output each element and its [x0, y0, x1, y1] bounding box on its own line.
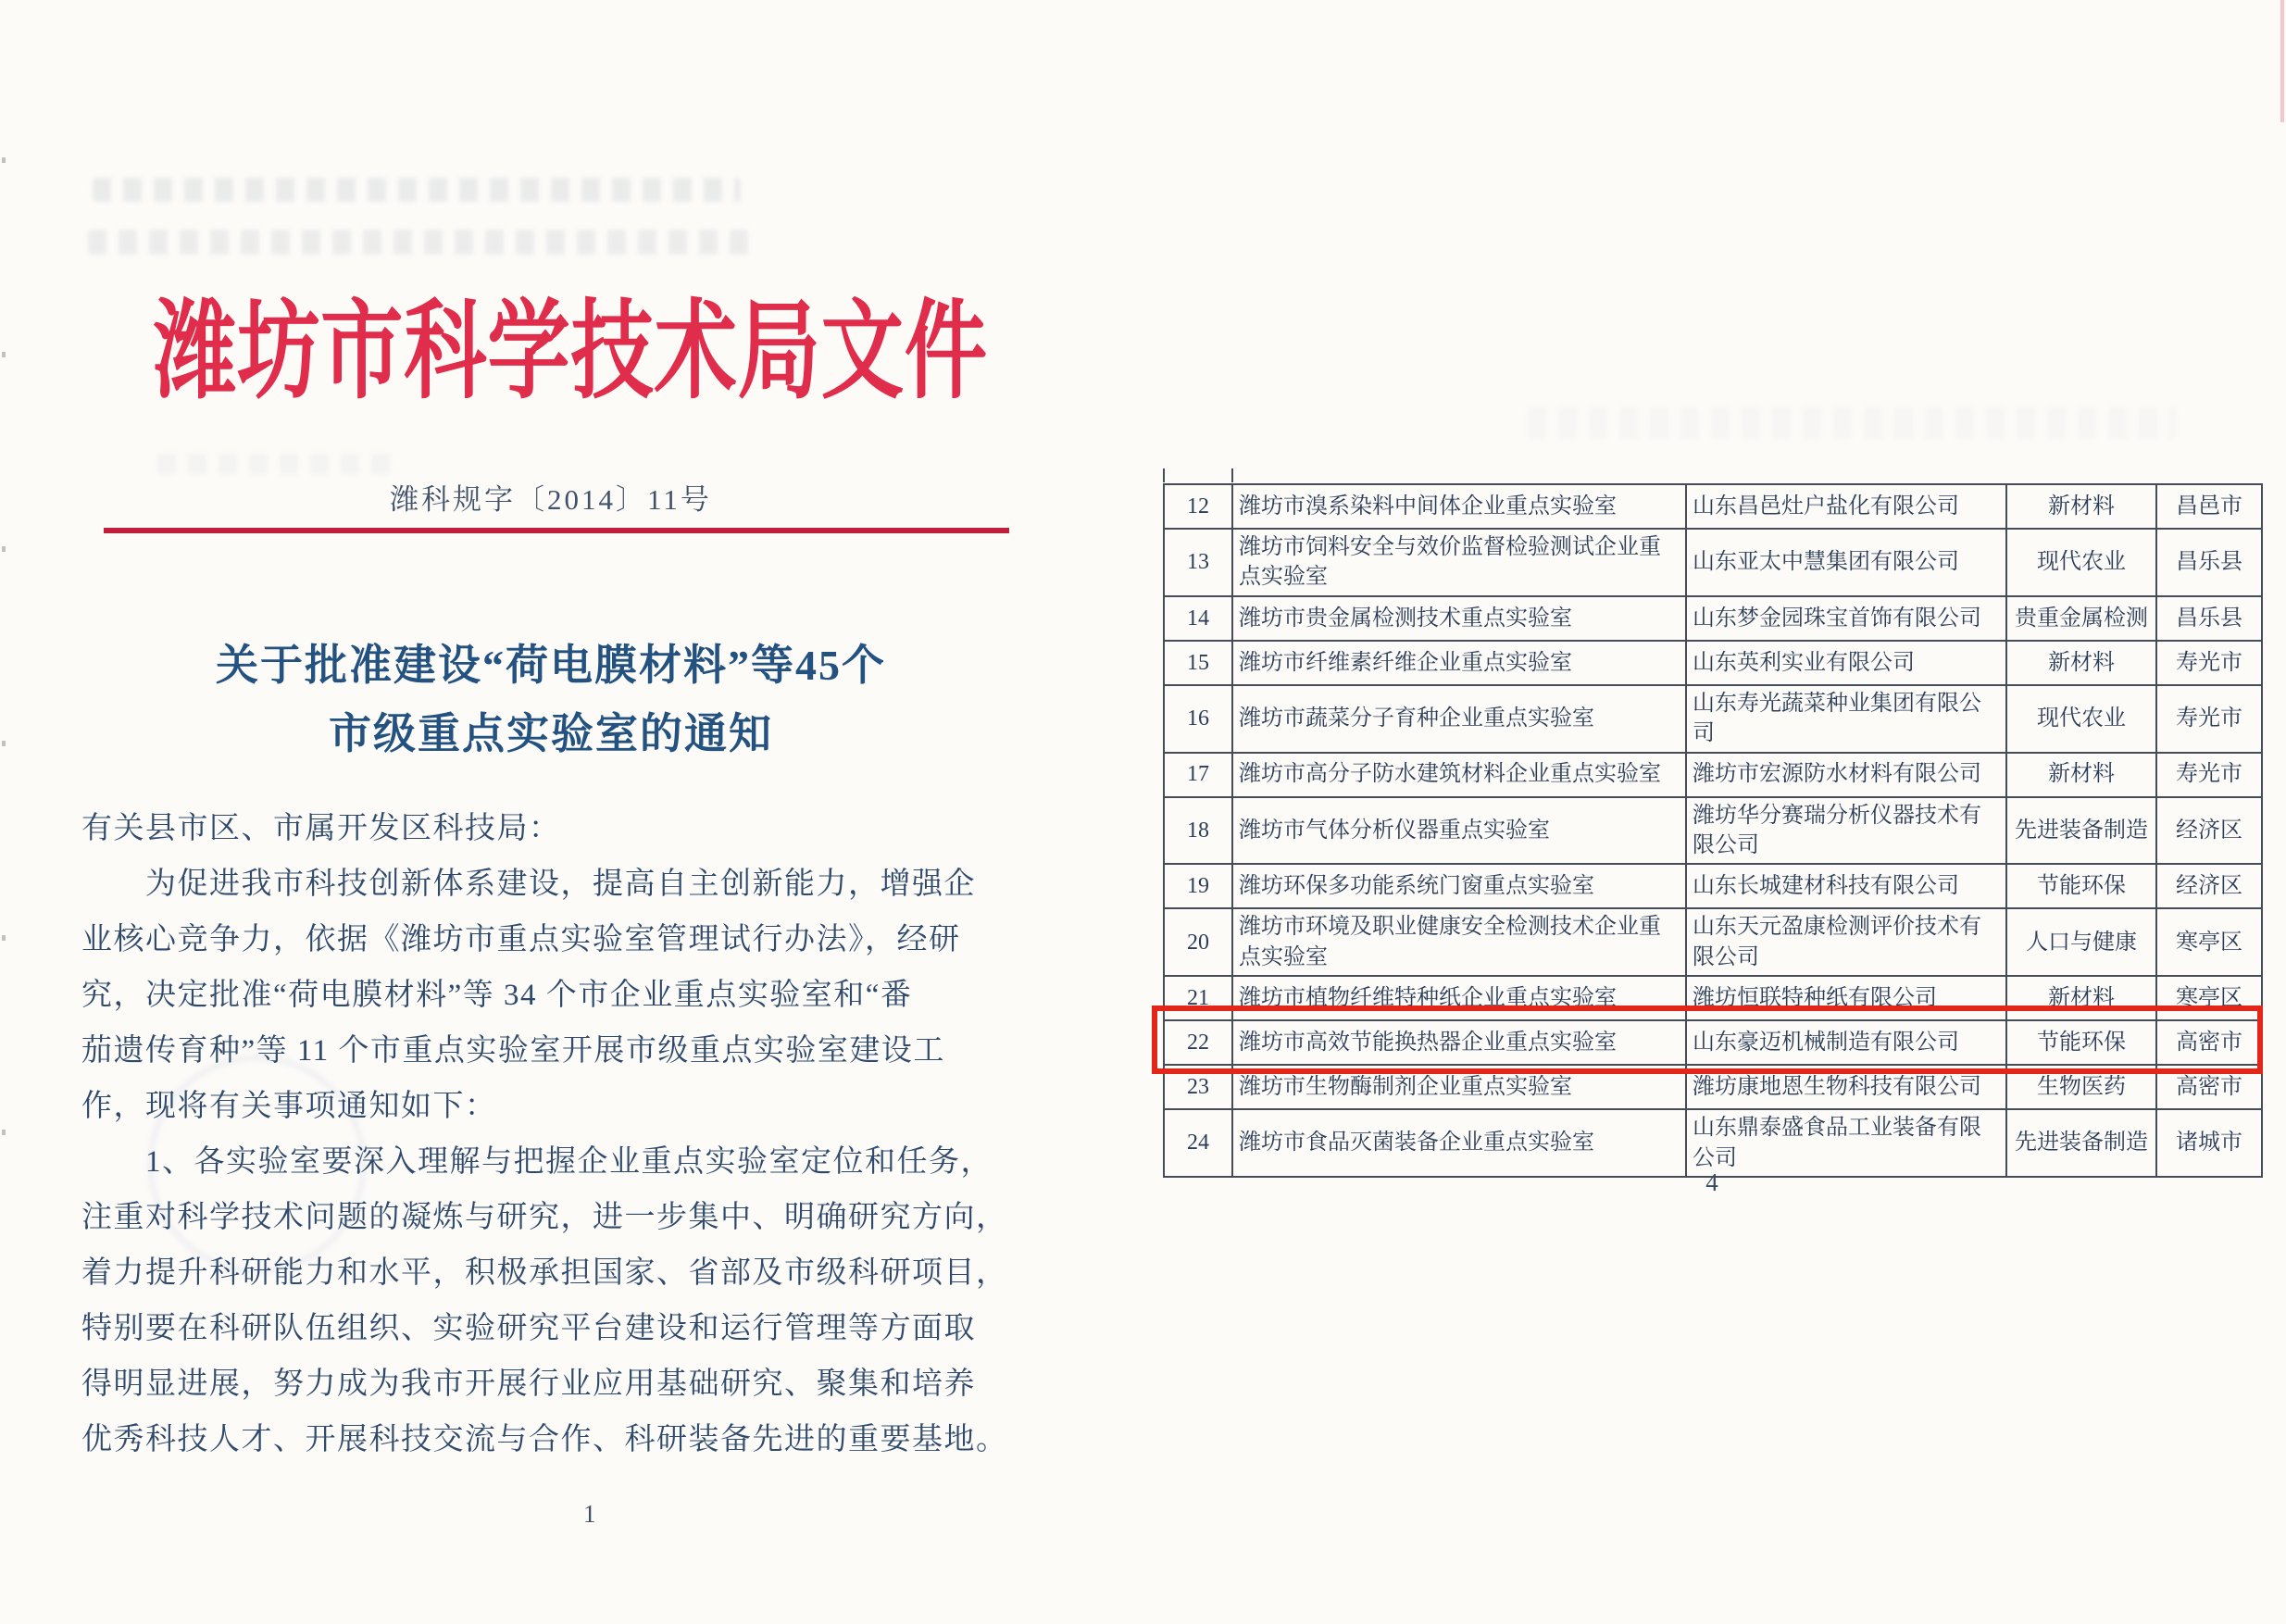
- row-number-cell: 22: [1164, 1020, 1232, 1065]
- row-number-cell: 21: [1164, 976, 1232, 1020]
- body-line: 业核心竞争力，依据《潍坊市重点实验室管理试行办法》，经研: [81, 923, 961, 956]
- body-line: 优秀科技人才、开展科技交流与合作、科研装备先进的重要基地。: [81, 1423, 1008, 1456]
- body-line: 茄遗传育种”等 11 个市重点实验室开展市级重点实验室建设工: [81, 1034, 945, 1068]
- company-cell: 山东梦金园珠宝首饰有限公司: [1686, 596, 2006, 641]
- lab-name-cell: 潍坊市植物纤维特种纸企业重点实验室: [1232, 976, 1686, 1020]
- lab-name-cell: 潍坊市食品灭菌装备企业重点实验室: [1232, 1109, 1686, 1177]
- document-header-title: 潍坊市科学技术局文件: [154, 294, 988, 412]
- row-number-cell: 19: [1164, 864, 1232, 908]
- company-cell: 山东亚太中慧集团有限公司: [1686, 529, 2006, 596]
- row-number-cell: 15: [1164, 641, 1232, 685]
- table-row: [1164, 797, 2262, 865]
- city-cell: 高密市: [2156, 1065, 2262, 1109]
- table-row: [1164, 685, 2262, 753]
- field-cell: 新材料: [2006, 976, 2156, 1020]
- body-line: 得明显进展，努力成为我市开展行业应用基础研究、聚集和培养: [81, 1368, 976, 1401]
- company-cell: 山东长城建材科技有限公司: [1686, 864, 2006, 908]
- row-number-cell: 13: [1164, 529, 1232, 596]
- lab-name-cell: 潍坊市高分子防水建筑材料企业重点实验室: [1232, 753, 1686, 797]
- notice-title-line1: 关于批准建设“荷电膜材料”等45个: [216, 642, 886, 689]
- table-row: [1164, 1109, 2262, 1177]
- bleed-through-artifact: [93, 178, 741, 202]
- company-cell: 山东天元盈康检测评价技术有限公司: [1686, 908, 2006, 976]
- lab-name-cell: 潍坊市环境及职业健康安全检测技术企业重点实验室: [1232, 908, 1686, 976]
- table-row: [1164, 596, 2262, 641]
- company-cell: 潍坊市宏源防水材料有限公司: [1686, 753, 2006, 797]
- scan-edge-artifact: [1163, 468, 1165, 482]
- company-cell: 山东鼎泰盛食品工业装备有限公司: [1686, 1109, 2006, 1177]
- company-cell: 山东昌邑灶户盐化有限公司: [1686, 484, 2006, 529]
- document-body: [81, 856, 1008, 1468]
- row-number-cell: 17: [1164, 753, 1232, 797]
- company-cell: 潍坊恒联特种纸有限公司: [1686, 976, 2006, 1020]
- field-cell: 先进装备制造: [2006, 1109, 2156, 1177]
- city-cell: 寒亭区: [2156, 976, 2262, 1020]
- body-line: 特别要在科研队伍组织、实验研究平台建设和运行管理等方面取: [81, 1312, 976, 1345]
- page-number-left: 1: [583, 1500, 596, 1528]
- city-cell: 经济区: [2156, 797, 2262, 865]
- table-row: [1164, 484, 2262, 529]
- city-cell: 寿光市: [2156, 753, 2262, 797]
- field-cell: 现代农业: [2006, 685, 2156, 753]
- lab-name-cell: 潍坊市蔬菜分子育种企业重点实验室: [1232, 685, 1686, 753]
- bleed-through-artifact: [88, 230, 750, 255]
- lab-name-cell: 潍坊市高效节能换热器企业重点实验室: [1232, 1020, 1686, 1065]
- city-cell: 昌乐县: [2156, 529, 2262, 596]
- city-cell: 寿光市: [2156, 641, 2262, 685]
- row-number-cell: 12: [1164, 484, 1232, 529]
- body-line: 为促进我市科技创新体系建设，提高自主创新能力，增强企: [81, 868, 976, 901]
- city-cell: 经济区: [2156, 864, 2262, 908]
- city-cell: 寒亭区: [2156, 908, 2262, 976]
- row-number-cell: 23: [1164, 1065, 1232, 1109]
- body-line: 着力提升科研能力和水平，积极承担国家、省部及市级科研项目，: [81, 1256, 1008, 1290]
- document-number: 潍科规字〔2014〕11号: [390, 483, 712, 516]
- table-row: [1164, 529, 2262, 596]
- scan-edge-artifact: [1231, 468, 1233, 482]
- body-line: 1、各实验室要深入理解与把握企业重点实验室定位和任务，: [81, 1145, 993, 1179]
- field-cell: 生物医药: [2006, 1065, 2156, 1109]
- page-number-right: 4: [1705, 1168, 1718, 1196]
- company-cell: 山东豪迈机械制造有限公司: [1686, 1020, 2006, 1065]
- lab-name-cell: 潍坊市生物酶制剂企业重点实验室: [1232, 1065, 1686, 1109]
- scan-edge-artifact: [2280, 0, 2284, 122]
- field-cell: 人口与健康: [2006, 908, 2156, 976]
- notice-title-line2: 市级重点实验室的通知: [329, 710, 773, 757]
- table-row: [1164, 753, 2262, 797]
- row-number-cell: 18: [1164, 797, 1232, 865]
- city-cell: 诸城市: [2156, 1109, 2262, 1177]
- bleed-through-artifact: [1528, 407, 2176, 439]
- body-line: 作，现将有关事项通知如下：: [81, 1090, 497, 1123]
- row-number-cell: 24: [1164, 1109, 1232, 1177]
- field-cell: 贵重金属检测: [2006, 596, 2156, 641]
- salutation-line: 有关县市区、市属开发区科技局：: [81, 812, 561, 845]
- lab-name-cell: 潍坊市溴系染料中间体企业重点实验室: [1232, 484, 1686, 529]
- field-cell: 现代农业: [2006, 529, 2156, 596]
- table-row: [1164, 908, 2262, 976]
- bleed-through-artifact: [157, 454, 398, 474]
- body-line: 注重对科学技术问题的凝炼与研究，进一步集中、明确研究方向，: [81, 1201, 1008, 1234]
- row-number-cell: 14: [1164, 596, 1232, 641]
- lab-name-cell: 潍坊市贵金属检测技术重点实验室: [1232, 596, 1686, 641]
- row-number-cell: 16: [1164, 685, 1232, 753]
- lab-name-cell: 潍坊市饲料安全与效价监督检验测试企业重点实验室: [1232, 529, 1686, 596]
- scan-edge-artifact: [2, 157, 6, 1176]
- field-cell: 新材料: [2006, 484, 2156, 529]
- city-cell: 昌邑市: [2156, 484, 2262, 529]
- company-cell: 山东寿光蔬菜种业集团有限公司: [1686, 685, 2006, 753]
- lab-name-cell: 潍坊环保多功能系统门窗重点实验室: [1232, 864, 1686, 908]
- table-row: [1164, 864, 2262, 908]
- lab-name-cell: 潍坊市气体分析仪器重点实验室: [1232, 797, 1686, 865]
- field-cell: 节能环保: [2006, 1020, 2156, 1065]
- city-cell: 寿光市: [2156, 685, 2262, 753]
- table-row: [1164, 641, 2262, 685]
- highlight-box: [1152, 1006, 2263, 1074]
- field-cell: 先进装备制造: [2006, 797, 2156, 865]
- city-cell: 高密市: [2156, 1020, 2262, 1065]
- red-divider-line: [104, 528, 1009, 533]
- field-cell: 节能环保: [2006, 864, 2156, 908]
- company-cell: 潍坊康地恩生物科技有限公司: [1686, 1065, 2006, 1109]
- field-cell: 新材料: [2006, 641, 2156, 685]
- lab-name-cell: 潍坊市纤维素纤维企业重点实验室: [1232, 641, 1686, 685]
- body-line: 究，决定批准“荷电膜材料”等 34 个市企业重点实验室和“番: [81, 979, 913, 1012]
- company-cell: 山东英利实业有限公司: [1686, 641, 2006, 685]
- city-cell: 昌乐县: [2156, 596, 2262, 641]
- field-cell: 新材料: [2006, 753, 2156, 797]
- row-number-cell: 20: [1164, 908, 1232, 976]
- company-cell: 潍坊华分赛瑞分析仪器技术有限公司: [1686, 797, 2006, 865]
